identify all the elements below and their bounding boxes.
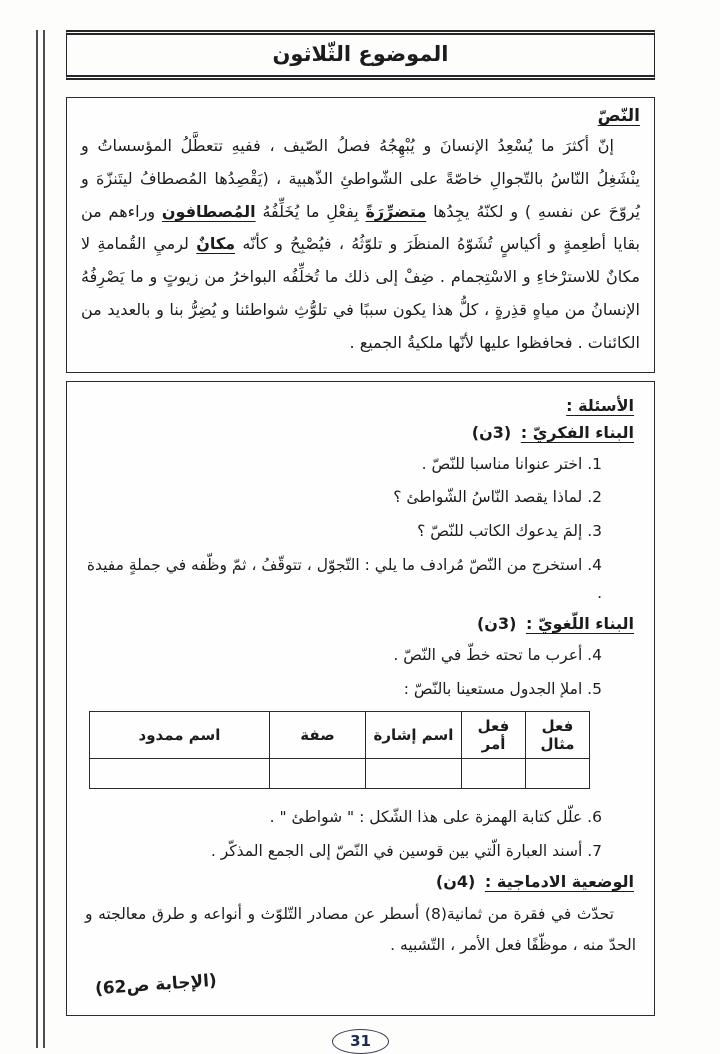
- intellectual-heading-label: البناء الفكريّ :: [520, 422, 634, 442]
- page-title: الموضوع الثّلاثون: [272, 42, 449, 66]
- question-item: 2. لماذا يقصد النّاسُ الشّواطئ ؟: [393, 488, 602, 507]
- reading-paragraph: [81, 130, 640, 360]
- table-header-cell: اسم إشارة: [366, 712, 462, 759]
- table-empty-cell: [270, 759, 366, 789]
- text-run: لرميِ القُمامةِ لا مكانٌ للاسترْخاءِ و الاسْتِجمام . ضِفْ إلى ذلك ما تُخلِّفُه البواخرُ من زيوتٍ و ما يَصْرِفُهُ الإنسانُ من مياهٍ قذِرةٍ ، كلُّ هذا يكون سببًا في تلوُّثِ شواطئنا و يُضِرُّ بنا و بالعديد من الكائنات . فحافظوا عليها لأنّها ملكيةُ الجميع .: [81, 234, 640, 352]
- underlined-term: المُصطافون: [161, 201, 256, 221]
- text-run: بِفعْلِ ما يُخَلِّفُهُ: [255, 201, 366, 221]
- question-item: 6. علّل كتابة الهمزة على هذا الشّكل : " شواطئ " .: [269, 808, 602, 827]
- integrative-score: (4ن): [435, 871, 476, 891]
- underlined-term: مكانٌ: [196, 234, 236, 254]
- scanned-exam-page: [0, 30, 720, 1048]
- question-item: 4. استخرج من النّصّ مُرادف ما يلي : التّجوّل ، تتوقّفُ ، ثمّ وظّفه في جملةٍ مفيدة .: [86, 555, 602, 603]
- questions-heading: [87, 396, 634, 415]
- table-header-cell: فعل أمر: [462, 712, 526, 759]
- table-header-cell: فعل مثال: [526, 712, 590, 759]
- lesson-title-box: [66, 30, 655, 80]
- text-run: إنّ أكثرَ ما يُسْعِدُ الإنسانَ و يُبْهِجُهُ فصلُ الصّيف ، ففيهِ تتعطَّلُ المؤسساتُ و ينْشَغِلُ النّاسُ بالتّجوالِ خاصّةً على الشّواطئِ الذّهبية ، (يَقْصِدُها المُصطافُ ليتَنزّهَ و يُروّحَ عن نفسهِ ) و لكنّهُ يجِدُها: [81, 136, 641, 221]
- page-number-wrap: [66, 1029, 655, 1054]
- integrative-task-text: تحدّث في فقرة من ثمانية(8) أسطر عن مصادر التّلوّث و أنواعه و طرق معالجته و الحدّ منه ، موظّفًا فعل الأمر ، التّشبيه .: [85, 904, 636, 954]
- table-empty-cell: [462, 759, 526, 789]
- underlined-term: متضرِّرَةً: [365, 201, 427, 221]
- reading-text-box: [66, 97, 655, 373]
- question-item: 3. إلمَ يدعوك الكاتب للنّصّ ؟: [417, 521, 602, 540]
- intellectual-section-heading: [87, 423, 634, 442]
- integrative-section-heading: [87, 872, 634, 891]
- integrative-heading-label: الوضعية الادماجية :: [484, 871, 634, 891]
- linguistic-score: (3ن): [476, 613, 517, 633]
- linguistic-question-list-before-table: [81, 641, 640, 703]
- text-section-heading: النّصّ: [597, 106, 640, 126]
- question-item: 4. أعرب ما تحته خطّ في النّصّ .: [393, 645, 602, 664]
- notebook-margin-line-inner: [43, 30, 45, 1048]
- text-run: وراءهم من بقايا أطعِمةٍ و أكياسٍ تُشَوّهُ المنظَرَ و تلوّثُهُ ، فيُصْبِحُ و كأنّه: [81, 201, 641, 254]
- linguistic-section-heading: [87, 614, 634, 633]
- intellectual-score: (3ن): [471, 422, 512, 442]
- question-item: 1. اختر عنوانا مناسبا للنّصّ .: [421, 454, 602, 473]
- answer-reference-wrap: [94, 970, 640, 999]
- questions-box: [66, 381, 655, 1016]
- page-number-badge: 31: [332, 1029, 389, 1054]
- question-item: 7. أسند العبارة الّتي بين قوسين في النّصّ إلى الجمع المذكّر .: [210, 841, 602, 860]
- table-header-row: [90, 712, 590, 759]
- grammar-fill-table: [89, 711, 590, 789]
- table-empty-row: [90, 759, 590, 789]
- intellectual-question-list: [81, 450, 640, 608]
- notebook-margin-line-outer: [36, 30, 38, 1048]
- page-content: [66, 30, 655, 1054]
- table-empty-cell: [366, 759, 462, 789]
- answer-reference: (الإجابة ص62): [94, 970, 218, 999]
- table-header-cell: صفة: [270, 712, 366, 759]
- table-empty-cell: [526, 759, 590, 789]
- linguistic-heading-label: البناء اللّغويّ :: [525, 613, 634, 633]
- table-header-cell: اسم ممدود: [90, 712, 270, 759]
- table-empty-cell: [90, 759, 270, 789]
- questions-heading-label: الأسئلة :: [566, 395, 634, 415]
- linguistic-question-list-after-table: [81, 803, 640, 865]
- question-item: 5. املإ الجدول مستعينا بالنّصّ :: [403, 679, 602, 698]
